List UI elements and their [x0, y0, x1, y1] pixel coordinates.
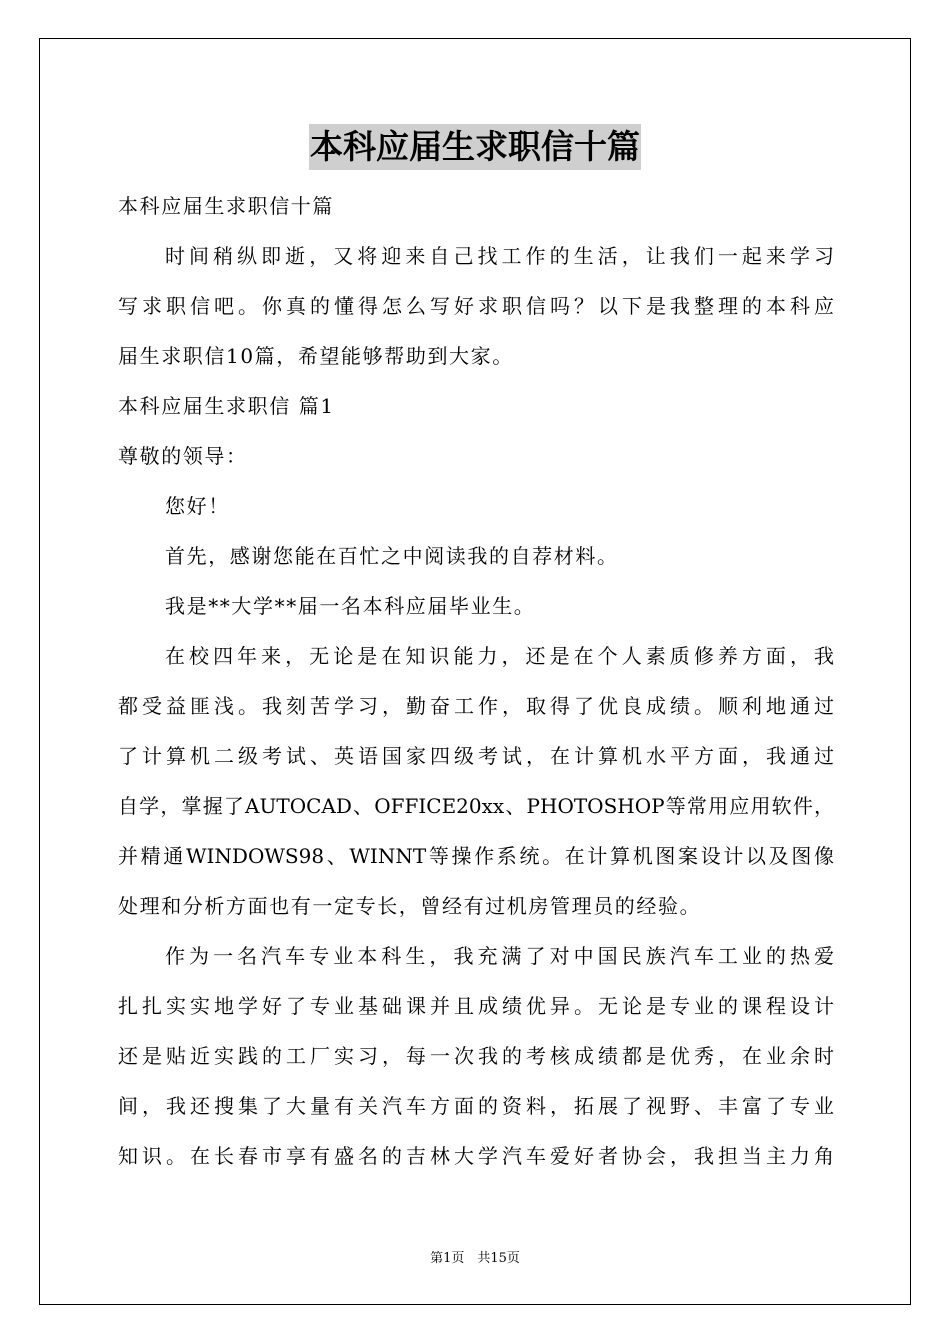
document-title: 本科应届生求职信十篇: [309, 124, 641, 170]
page-number: 第1页 共15页: [430, 1251, 520, 1266]
title-area: [0, 124, 950, 170]
paragraph-line: 了计算机二级考试、英语国家四级考试，在计算机水平方面，我通过: [118, 744, 834, 768]
paragraph-line: 届生求职信10篇，希望能够帮助到大家。: [118, 344, 514, 368]
paragraph-line: 知识。在长春市享有盛名的吉林大学汽车爱好者协会，我担当主力角: [118, 1144, 834, 1168]
salutation: 尊敬的领导：: [118, 444, 248, 468]
paragraph-line: 自学，掌握了AUTOCAD、OFFICE20xx、PHOTOSHOP等常用应用软件，: [118, 794, 834, 818]
subtitle-line: 本科应届生求职信十篇: [118, 194, 334, 218]
paragraph-line: 还是贴近实践的工厂实习，每一次我的考核成绩都是优秀，在业余时: [118, 1044, 834, 1068]
paragraph-line: 时间稍纵即逝，又将迎来自己找工作的生活，让我们一起来学习: [165, 244, 834, 268]
document-body: [118, 181, 834, 1181]
paragraph-line: 写求职信吧。你真的懂得怎么写好求职信吗？以下是我整理的本科应: [118, 294, 834, 318]
paragraph-line: 作为一名汽车专业本科生，我充满了对中国民族汽车工业的热爱: [165, 944, 834, 968]
greeting: 您好！: [165, 494, 230, 518]
paragraph-line: 都受益匪浅。我刻苦学习，勤奋工作，取得了优良成绩。顺利地通过: [118, 694, 834, 718]
page-footer: [0, 1247, 950, 1266]
paragraph-line: 首先，感谢您能在百忙之中阅读我的自荐材料。: [165, 544, 619, 568]
paragraph-line: 我是**大学**届一名本科应届毕业生。: [165, 594, 536, 618]
paragraph-line: 间，我还搜集了大量有关汽车方面的资料，拓展了视野、丰富了专业: [118, 1094, 834, 1118]
section-heading: 本科应届生求职信 篇1: [118, 394, 335, 418]
paragraph-line: 并精通WINDOWS98、WINNT等操作系统。在计算机图案设计以及图像: [118, 844, 834, 868]
paragraph-line: 在校四年来，无论是在知识能力，还是在个人素质修养方面，我: [165, 644, 834, 668]
paragraph-line: 处理和分析方面也有一定专长，曾经有过机房管理员的经验。: [118, 894, 702, 918]
paragraph-line: 扎扎实实地学好了专业基础课并且成绩优异。无论是专业的课程设计: [118, 994, 834, 1018]
